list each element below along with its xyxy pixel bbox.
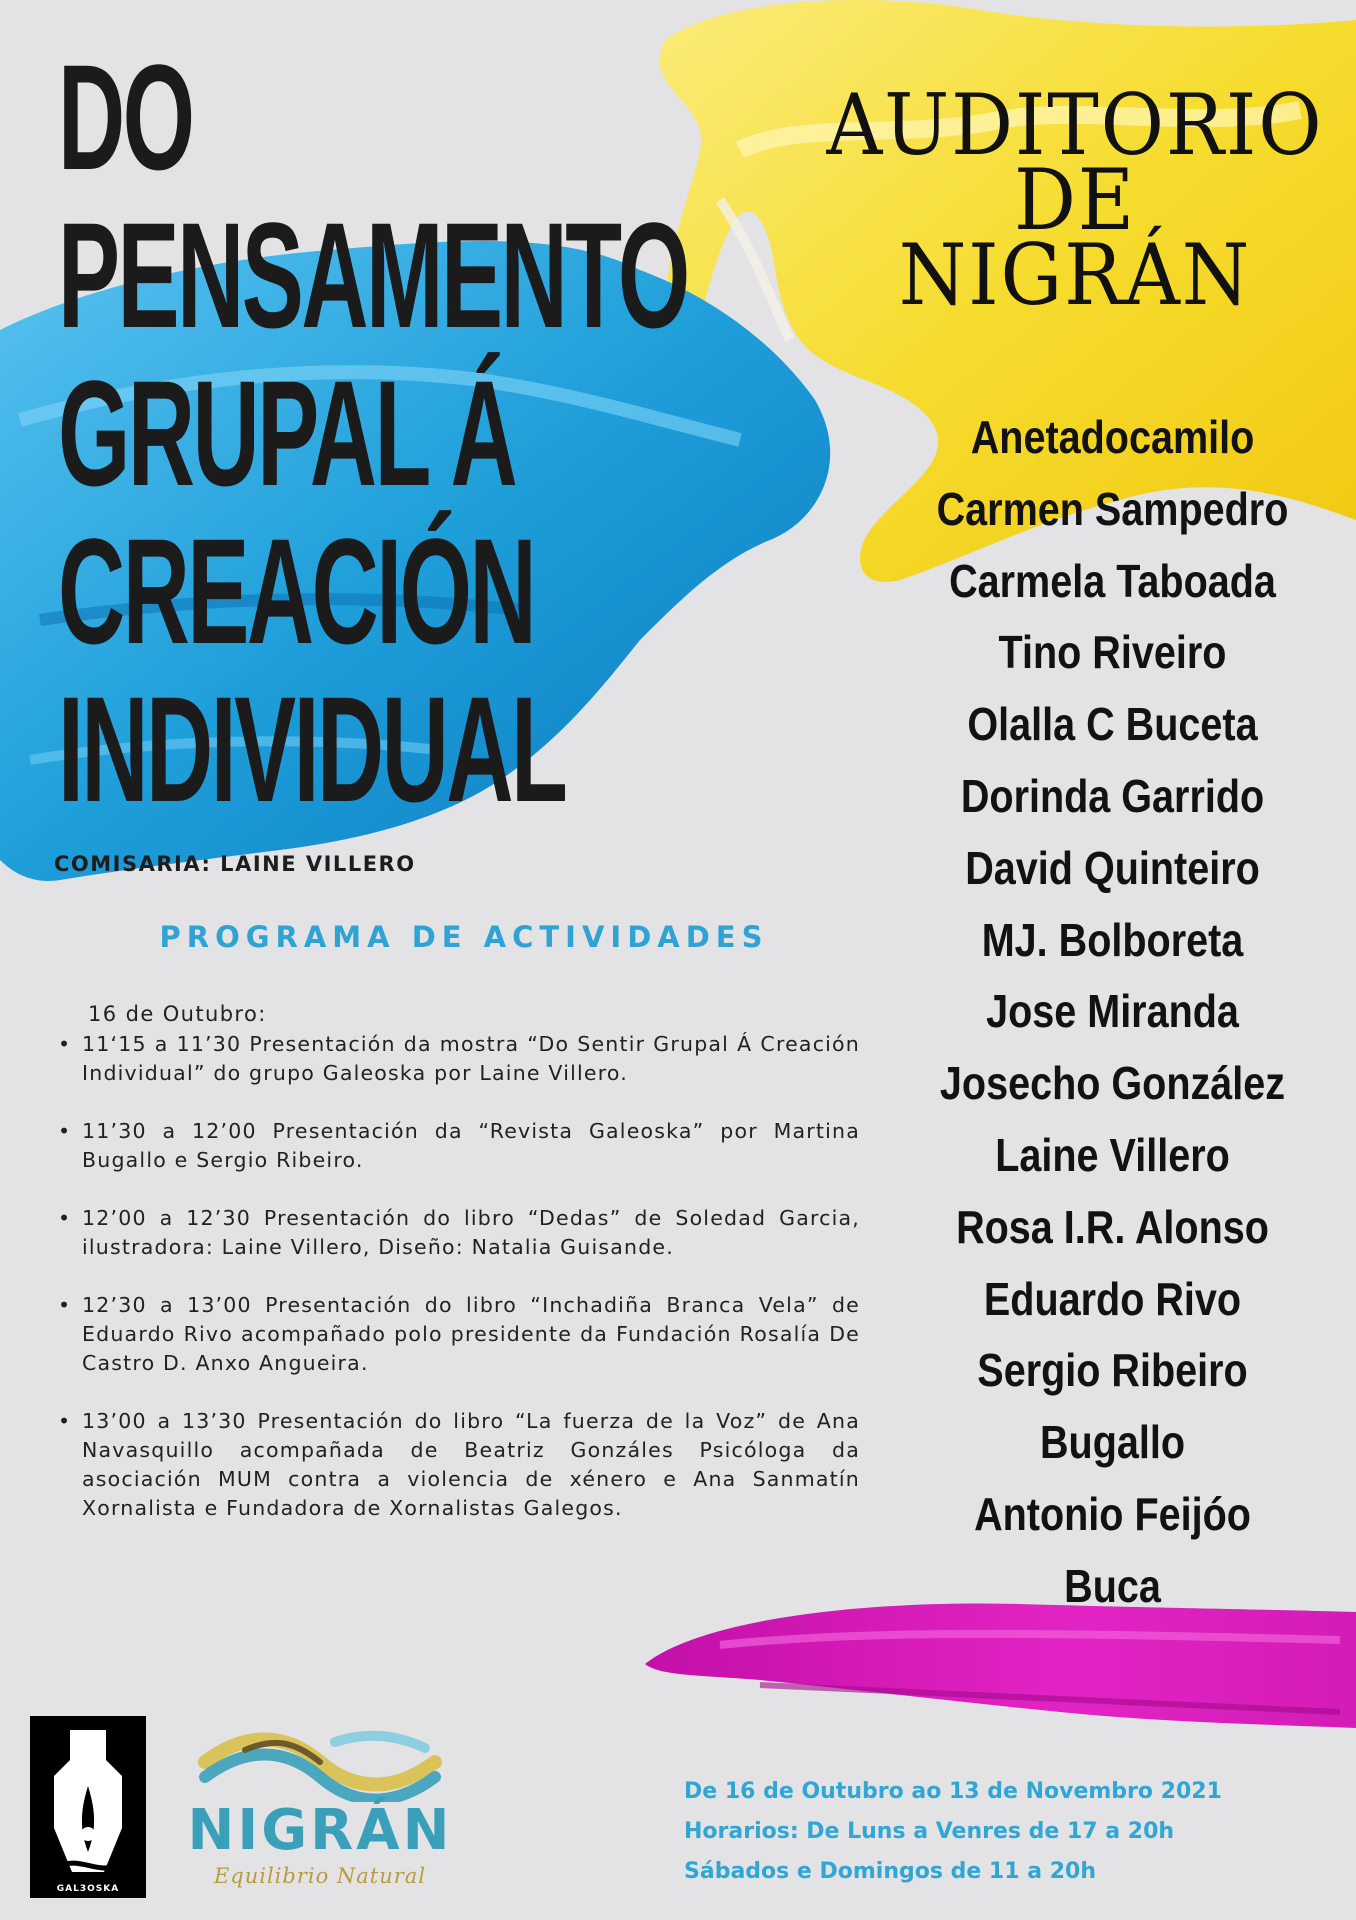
event-date: 16 de Outubro: — [88, 1002, 267, 1026]
venue-title — [822, 76, 1328, 324]
artist-name: Carmen Sampedro — [936, 482, 1289, 535]
artist-name: David Quinteiro — [965, 841, 1260, 894]
program-heading: PROGRAMA DE ACTIVIDADES — [159, 920, 769, 954]
title-line: PENSAMENTO — [58, 191, 688, 359]
artist-name: Antonio Feijóo — [974, 1487, 1251, 1540]
activity-item: • 13’00 a 13’30 Presentación do libro “La fuerza de la Voz” de Ana Navasquillo acompañada de Beatriz Gonzáles Psicóloga da asociación MUM contra a violencia de xénero e Ana Sanmatín Xornalista e Fundadora de Xornalistas Galegos. — [58, 1407, 860, 1523]
artist-name: Carmela Taboada — [949, 554, 1276, 607]
artist-name: Anetadocamilo — [970, 411, 1255, 463]
venue-line: NIGRÁN — [898, 226, 1252, 324]
curator-credit: COMISARIA: LAINE VILLERO — [54, 852, 416, 876]
nigran-logo-tagline: Equilibrio Natural — [213, 1864, 427, 1888]
title-line: CREACIÓN — [58, 507, 535, 675]
artist-name: Olalla C Buceta — [967, 698, 1258, 751]
schedule-info — [684, 1772, 1222, 1892]
schedule-dates: De 16 de Outubro ao 13 de Novembro 2021 — [684, 1779, 1222, 1804]
nigran-logo-word: NIGRÁN — [187, 1798, 453, 1863]
venue-line: AUDITORIO — [826, 76, 1324, 174]
galeoska-logo — [30, 1716, 146, 1898]
title-line: INDIVIDUAL — [58, 665, 566, 833]
artist-name: Rosa I.R. Alonso — [956, 1200, 1269, 1253]
title-line: GRUPAL Á — [58, 349, 516, 517]
artist-name: Bugallo — [1039, 1416, 1186, 1469]
venue-line: DE — [1013, 151, 1137, 249]
activity-item: • 12’00 a 12’30 Presentación do libro “Dedas” de Soledad Garcia, ilustradora: Laine Villero, Diseño: Natalia Guisande. — [58, 1204, 860, 1262]
activity-item: • 12’30 a 13’00 Presentación do libro “Inchadiña Branca Vela” de Eduardo Rivo acompañado polo presidente da Fundación Rosalía De Castro D. Anxo Angueira. — [58, 1291, 860, 1378]
activity-item: • 11‘15 a 11’30 Presentación da mostra “Do Sentir Grupal Á Creación Individual” do grupo Galeoska por Laine Villero. — [58, 1030, 860, 1088]
activity-item: • 11’30 a 12’00 Presentación da “Revista Galeoska” por Martina Bugallo e Sergio Ribeiro. — [58, 1117, 860, 1175]
galeoska-caption: GAL3OSKA — [56, 1884, 120, 1894]
artist-name: MJ. Bolboreta — [981, 913, 1244, 966]
waves-icon — [185, 1722, 455, 1802]
schedule-weekday-hours: Horarios: De Luns a Venres de 17 a 20h — [684, 1819, 1175, 1844]
title-line: DO — [58, 33, 193, 201]
artist-name: Dorinda Garrido — [960, 769, 1265, 822]
schedule-weekend-hours: Sábados e Domingos de 11 a 20h — [684, 1859, 1096, 1884]
artist-name: Sergio Ribeiro — [977, 1344, 1248, 1397]
artist-name: Jose Miranda — [986, 985, 1239, 1038]
activity-list — [58, 1030, 860, 1552]
artist-name: Laine Villero — [995, 1128, 1230, 1181]
nigran-municipality-logo — [185, 1722, 455, 1892]
artist-name: Tino Riveiro — [998, 626, 1227, 679]
main-title — [58, 33, 688, 833]
artist-name: Josecho González — [939, 1057, 1286, 1110]
artist-name: Buca — [1064, 1559, 1161, 1612]
pen-nib-icon — [30, 1716, 146, 1898]
artist-list — [900, 402, 1325, 1623]
artist-name: Eduardo Rivo — [983, 1272, 1242, 1325]
